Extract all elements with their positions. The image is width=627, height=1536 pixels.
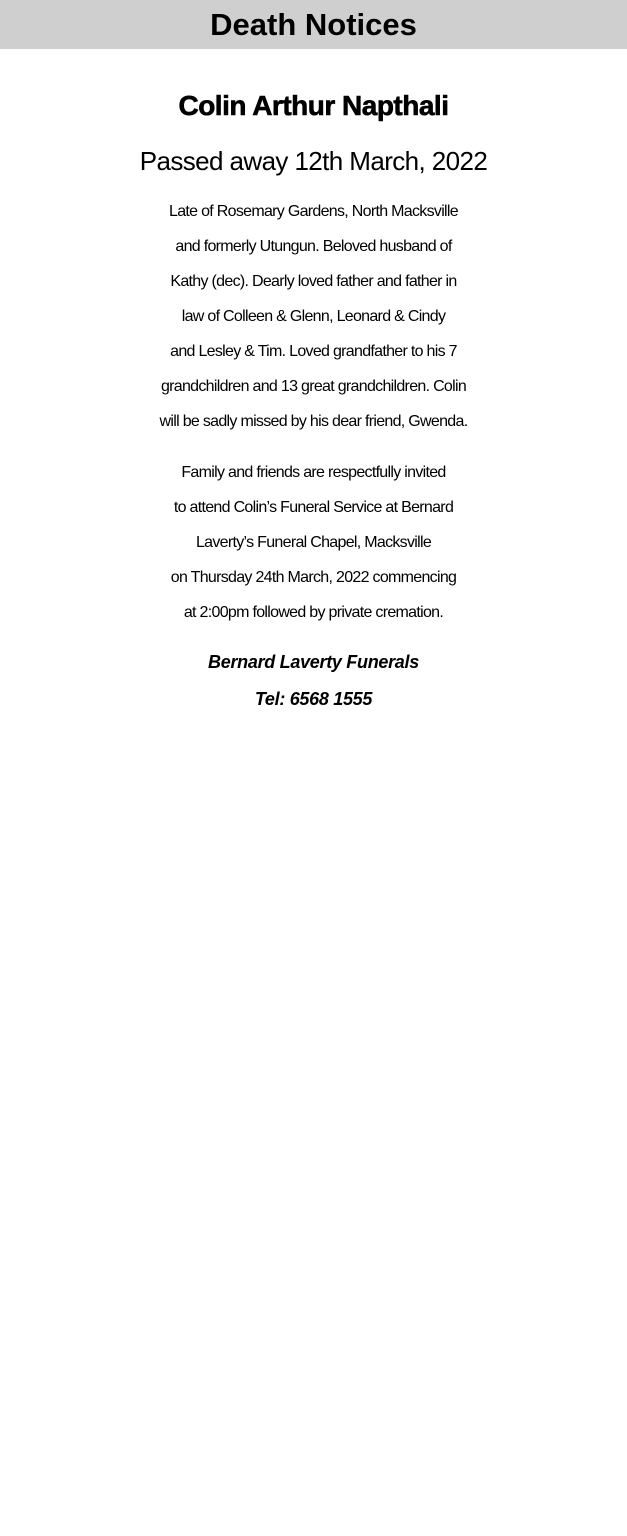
deceased-name: Colin Arthur Napthali <box>178 90 449 121</box>
section-header-title: Death Notices <box>210 7 417 42</box>
death-notice <box>0 84 627 718</box>
biography-line: grandchildren and 13 great grandchildren. Colin <box>160 378 467 395</box>
biography-line: Kathy (dec). Dearly loved father and father in <box>170 273 457 290</box>
date-of-passing: Passed away 12th March, 2022 <box>139 146 488 176</box>
section-header <box>0 0 627 49</box>
funeral-director <box>0 644 627 718</box>
biography-line: Late of Rosemary Gardens, North Macksville <box>169 203 458 220</box>
biography-line: and Lesley & Tim. Loved grandfather to his 7 <box>170 343 457 360</box>
service-line: to attend Colin’s Funeral Service at Bernard <box>173 499 454 516</box>
biography-line: law of Colleen & Glenn, Leonard & Cindy <box>181 308 446 325</box>
service-line: on Thursday 24th March, 2022 commencing <box>170 569 457 586</box>
service-line: Family and friends are respectfully invited <box>181 464 446 481</box>
biography-line: will be sadly missed by his dear friend, Gwenda. <box>159 413 468 430</box>
service-line: at 2:00pm followed by private cremation. <box>183 604 444 621</box>
funeral-director-name: Bernard Laverty Funerals <box>208 652 419 672</box>
funeral-service-paragraph <box>0 455 627 630</box>
biography-paragraph <box>0 194 627 439</box>
biography-line: and formerly Utungun. Beloved husband of <box>175 238 452 255</box>
funeral-director-phone: Tel: 6568 1555 <box>254 689 373 709</box>
service-line: Laverty’s Funeral Chapel, Macksville <box>195 534 432 551</box>
